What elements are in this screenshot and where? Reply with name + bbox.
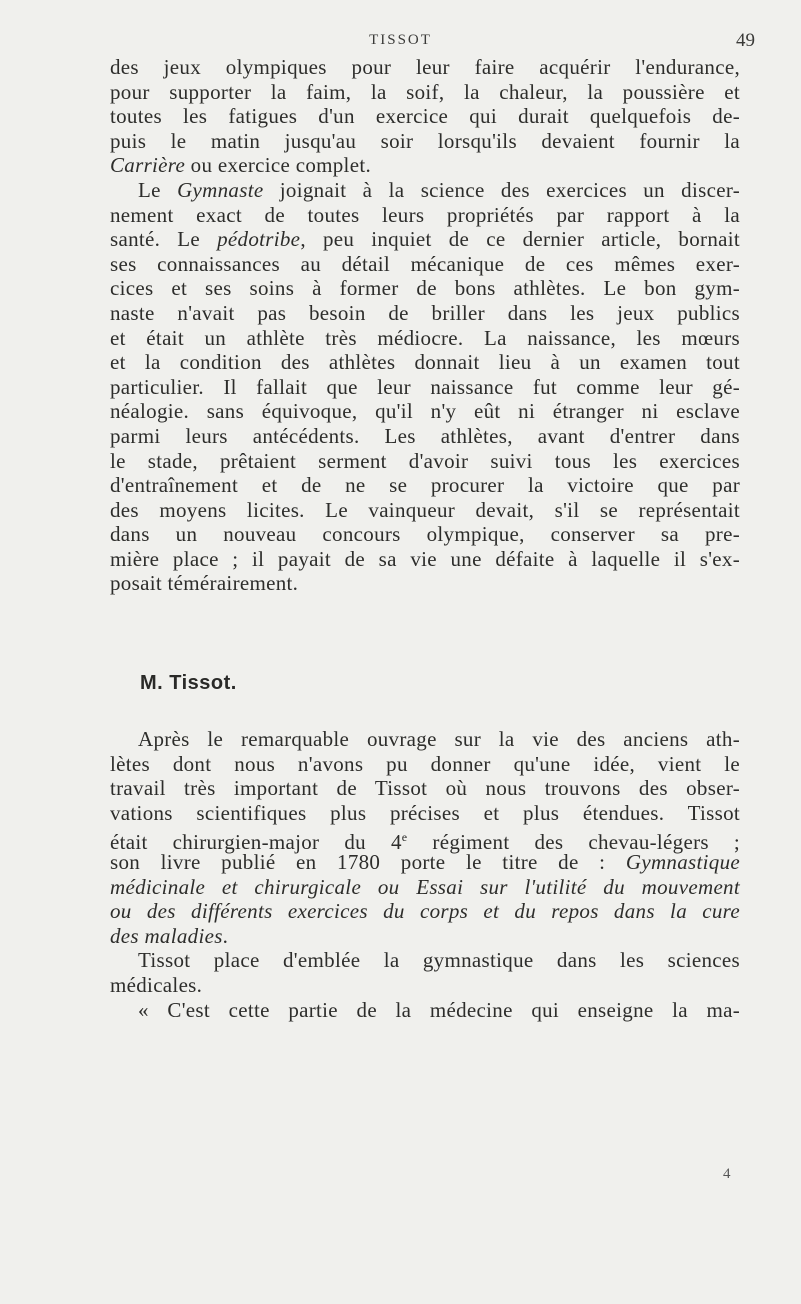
italic-term: des maladies xyxy=(110,923,223,948)
text-line xyxy=(110,924,740,949)
text-line: parmi leurs antécédents. Les athlètes, avant d'entrer dans xyxy=(110,423,740,448)
italic-term: Gymnaste xyxy=(177,177,264,202)
text-line: vations scientifiques plus précises et plus étendues. Tissot xyxy=(110,800,740,825)
text-line: Après le remarquable ouvrage sur la vie des anciens ath- xyxy=(138,727,740,751)
text-line: et la condition des athlètes donnait lieu à un examen tout xyxy=(110,350,740,375)
text-run: régiment des chevau-légers ; xyxy=(407,830,740,855)
text-line: pour supporter la faim, la soif, la chaleur, la poussière et xyxy=(110,79,740,104)
text-line xyxy=(110,825,740,855)
text-line: mière place ; il payait de sa vie une défaite à laquelle il s'ex- xyxy=(110,546,740,571)
text-line: des moyens licites. Le vainqueur devait, s'il se représentait xyxy=(110,497,740,522)
text-line: « C'est cette partie de la médecine qui enseigne la ma- xyxy=(138,997,740,1022)
text-block-top xyxy=(110,55,740,596)
text-line: naste n'avait pas besoin de briller dans les jeux publics xyxy=(110,300,740,325)
text-line: nement exact de toutes leurs propriétés par rapport à la xyxy=(110,202,740,227)
text-line: néalogie. sans équivoque, qu'il n'y eût ni étranger ni esclave xyxy=(110,399,740,424)
text-line xyxy=(110,153,740,178)
text-line: des jeux olympiques pour leur faire acquérir l'endurance, xyxy=(110,55,740,79)
text-line: médicales. xyxy=(110,972,203,997)
text-run: joignait à la science des exercices un discer- xyxy=(263,177,740,202)
superscript: e xyxy=(401,830,408,845)
text-line: travail très important de Tissot où nous trouvons des obser- xyxy=(110,776,740,801)
text-line xyxy=(110,178,740,203)
section-title: M. Tissot. xyxy=(140,672,237,694)
text-line: le stade, prêtaient serment d'avoir suivi tous les exercices xyxy=(110,448,740,473)
text-line: d'entraînement et de ne se procurer la victoire que par xyxy=(110,473,740,498)
text-line: particulier. Il fallait que leur naissance fut comme leur gé- xyxy=(110,374,740,399)
italic-term: médicinale et chirurgicale ou Essai sur l'utilité du mouvement xyxy=(110,874,740,899)
printer-signature: 4 xyxy=(723,1166,731,1182)
text-run: , peu inquiet de ce dernier article, bornait xyxy=(300,227,741,252)
text-run: . xyxy=(222,923,229,948)
text-run: son livre publié en 1780 porte le titre de : xyxy=(110,849,626,874)
running-head: TISSOT xyxy=(369,32,432,48)
text-line: lètes dont nous n'avons pu donner qu'une idée, vient le xyxy=(110,751,740,776)
text-line xyxy=(110,875,740,900)
text-line: puis le matin jusqu'au soir lorsqu'ils devaient fournir la xyxy=(110,128,740,153)
text-line: dans un nouveau concours olympique, conserver sa pre- xyxy=(110,522,740,547)
text-line xyxy=(110,899,740,924)
text-line xyxy=(110,227,740,252)
text-block-bottom xyxy=(110,727,740,1022)
text-run: santé. Le xyxy=(110,227,218,252)
italic-term: pédotribe xyxy=(217,227,301,252)
text-line: cices et ses soins à former de bons athlètes. Le bon gym- xyxy=(110,276,740,301)
text-line: posait témérairement. xyxy=(110,571,299,596)
text-run: était chirurgien-major du 4 xyxy=(110,830,402,855)
text-line: ses connaissances au détail mécanique de ces mêmes exer- xyxy=(110,251,740,276)
italic-term: Carrière xyxy=(110,153,186,178)
page-number: 49 xyxy=(736,30,755,51)
italic-term: Gymnastique xyxy=(625,849,740,874)
text-run: Le xyxy=(138,177,178,202)
text-line: et était un athlète très médiocre. La naissance, les mœurs xyxy=(110,325,740,350)
text-line: Tissot place d'emblée la gymnastique dans les sciences xyxy=(138,948,740,973)
text-line xyxy=(110,850,740,875)
text-run: ou exercice complet. xyxy=(185,153,372,178)
text-line: toutes les fatigues d'un exercice qui durait quelquefois de- xyxy=(110,104,740,129)
italic-term: ou des différents exercices du corps et du repos dans la cure xyxy=(110,899,740,924)
